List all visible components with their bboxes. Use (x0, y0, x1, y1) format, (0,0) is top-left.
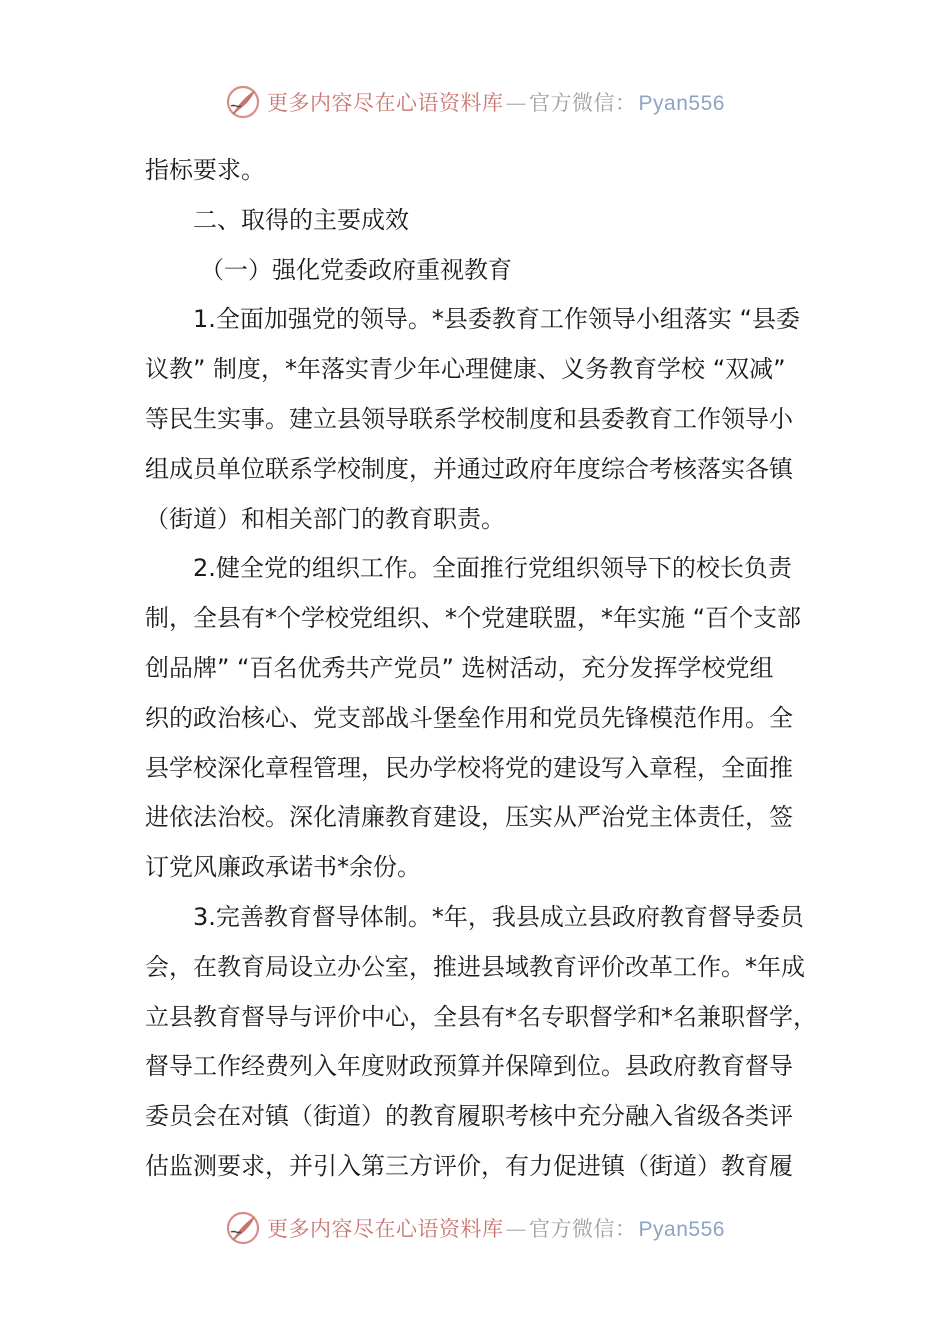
section-heading: 二、取得的主要成效 (193, 205, 409, 234)
body-line: 委员会在对镇（街道）的教育履职考核中充分融入省级各类评 (145, 1102, 793, 1131)
watermark-text (267, 87, 725, 117)
body-line: 县学校深化章程管理，民办学校将党的建设写入章程，全面推 (145, 753, 793, 782)
watermark-wechat-label: 官方微信： (529, 91, 637, 115)
paragraph-2-start: 2.健全党的组织工作。全面推行党组织领导下的校长负责 (193, 554, 792, 583)
body-line: 立县教育督导与评价中心，全县有*名专职督学和*名兼职督学， (145, 1002, 817, 1031)
body-line: 督导工作经费列入年度财政预算并保障到位。县政府教育督导 (145, 1052, 793, 1081)
body-line: 组成员单位联系学校制度，并通过政府年度综合考核落实各镇 (145, 454, 793, 483)
body-line: 议教” 制度，*年落实青少年心理健康、义务教育学校 “双减” (145, 355, 786, 384)
quill-logo-icon (225, 1210, 261, 1246)
watermark-main: 更多内容尽在心语资料库 (267, 1217, 504, 1241)
body-line: 会，在教育局设立办公室，推进县域教育评价改革工作。*年成 (145, 952, 805, 981)
watermark-wechat-label: 官方微信： (529, 1217, 637, 1241)
watermark-separator: — (505, 91, 528, 115)
body-line: 创品牌” “百名优秀共产党员” 选树活动，充分发挥学校党组 (145, 653, 774, 682)
body-line: 订党风廉政承诺书*余份。 (145, 853, 421, 882)
watermark-main: 更多内容尽在心语资料库 (267, 91, 504, 115)
paragraph-1-start: 1.全面加强党的领导。*县委教育工作领导小组落实 “县委 (193, 305, 800, 334)
watermark-text (267, 1213, 725, 1243)
body-line: 估监测要求，并引入第三方评价，有力促进镇（街道）教育履 (145, 1151, 793, 1180)
subsection-heading: （一）强化党委政府重视教育 (200, 255, 512, 284)
watermark-wechat-id: Pyan556 (638, 1218, 725, 1241)
watermark-wechat-id: Pyan556 (638, 92, 725, 115)
quill-logo-icon (225, 84, 261, 120)
watermark-banner-top (0, 82, 950, 122)
body-line: 制，全县有*个学校党组织、*个党建联盟，*年实施 “百个支部 (145, 604, 802, 633)
document-body (145, 146, 815, 1192)
watermark-banner-bottom (0, 1208, 950, 1248)
watermark-separator: — (505, 1217, 528, 1241)
paragraph-3-start: 3.完善教育督导体制。*年，我县成立县政府教育督导委员 (193, 902, 804, 931)
body-line: 织的政治核心、党支部战斗堡垒作用和党员先锋模范作用。全 (145, 703, 793, 732)
body-line: （街道）和相关部门的教育职责。 (145, 504, 505, 533)
body-line: 指标要求。 (145, 156, 265, 184)
body-line: 进依法治校。深化清廉教育建设，压实从严治党主体责任，签 (145, 803, 793, 832)
body-line: 等民生实事。建立县领导联系学校制度和县委教育工作领导小 (145, 404, 793, 433)
